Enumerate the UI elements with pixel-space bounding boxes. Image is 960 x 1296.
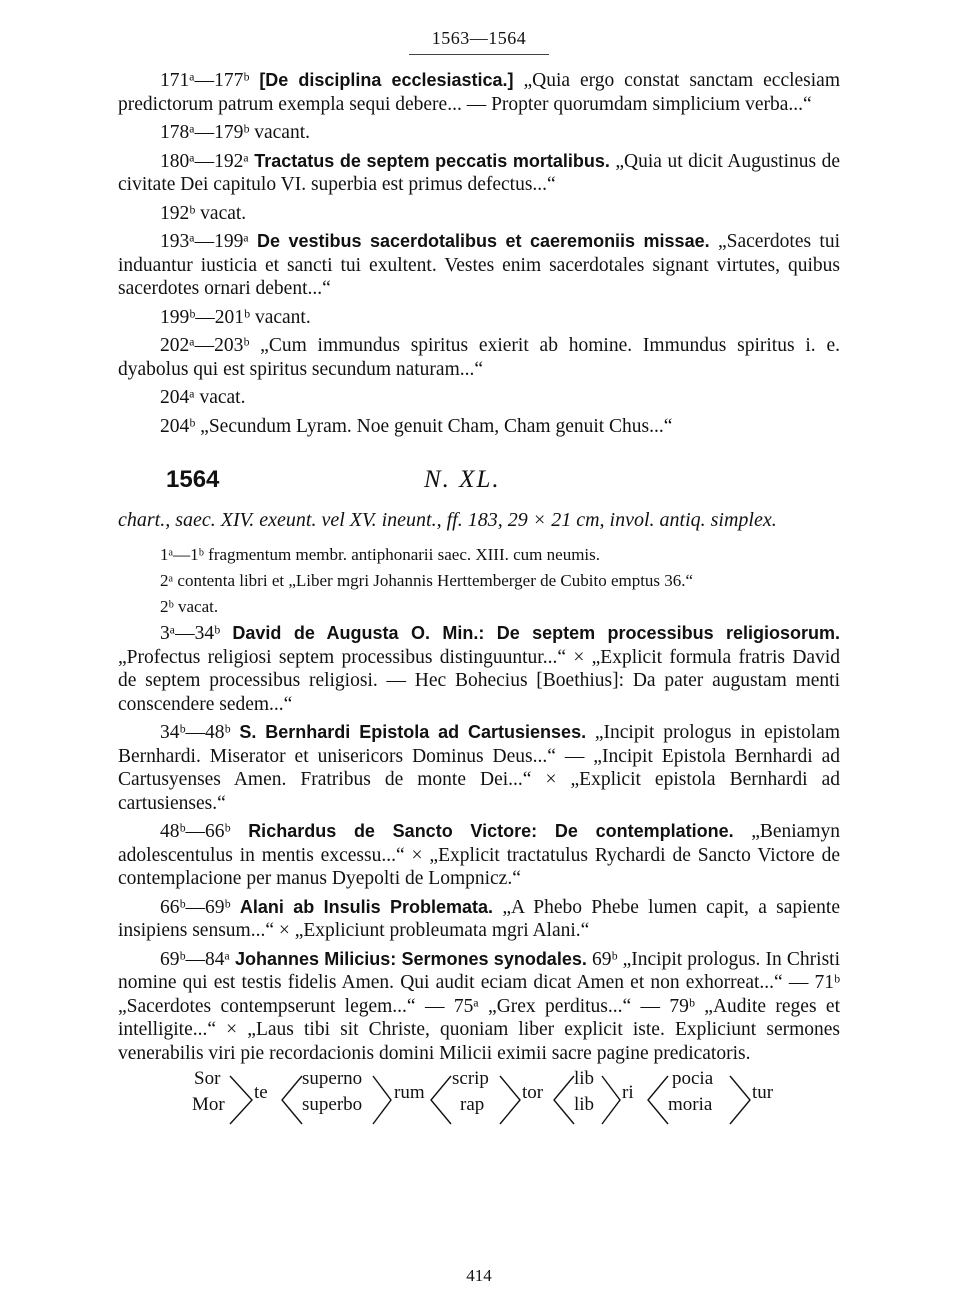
entry-title: De vestibus sacerdotalibus et caeremoniis missae. (257, 231, 710, 251)
folio-ref: 180ᵃ—192ᵃ (160, 150, 249, 172)
entry (118, 544, 840, 565)
page (118, 28, 841, 1285)
entry-title: Alani ab Insulis Problemata. (239, 896, 494, 917)
entry-text: 69ᵇ „Incipit prologus. In Christi nomine qui est testis fidelis Amen. Qui audit eciam dicat Amen et non exhorreat...“ — 71ᵇ „Sacerdotes contempserunt legem...“ — 75ᵃ „Grex perditus...“ — 79ᵇ „Audite reges et intelligite...“ × „Laus tibi sit Christe, quoniam liber explicit iste. Expliciunt sermones venerabilis viri pie recordacionis domini Milicii eximii sacre pagine predicatoris. (118, 948, 840, 1064)
entry-title: Johannes Milicius: Sermones synodales. (235, 948, 587, 969)
entry (118, 69, 840, 116)
folio-ref: 178ᵃ—179ᵇ (160, 122, 250, 143)
entry (118, 415, 840, 439)
verse-ri: ri (622, 1082, 634, 1103)
folio-ref: 193ᵃ—199ᵃ (160, 231, 249, 252)
entry (118, 230, 840, 301)
entry-text: „Secundum Lyram. Noe genuit Cham, Cham genuit Chus...“ (195, 415, 673, 437)
entry-text: „Sacerdotes tui induantur iusticia et sancti tui exultent. Vestes enim sacerdotales signant virtutes, quibus sacerdotes ornari debent...“ (118, 231, 840, 299)
entries-1564 (118, 622, 840, 1065)
verse-diagram (118, 1070, 840, 1130)
verse-d2: lib (574, 1094, 595, 1115)
entry (118, 150, 840, 197)
manuscript-heading (118, 462, 840, 508)
verse-e2: moria (668, 1094, 713, 1115)
entry-text: vacant. (250, 306, 311, 328)
folio-ref: 1ᵃ—1ᵇ (160, 545, 204, 564)
entry-text: „Beniamyn adolescentulus in mentis excessu...“ × „Explicit tractatulus Rychardi de Sancto Victore de contemplacione per manus Dyepolti de Lompnicz.“ (118, 821, 841, 889)
folio-ref: 202ᵃ—203ᵇ (160, 335, 250, 356)
page-number: 414 (466, 1266, 492, 1285)
verse-tur: tur (752, 1082, 774, 1103)
folio-ref: 199ᵇ—201ᵇ (160, 306, 251, 328)
entry (118, 121, 840, 145)
entry (118, 596, 840, 617)
verse-a1: Sor (194, 1068, 221, 1089)
folio-ref: 48ᵇ—66ᵇ (160, 821, 231, 842)
folio-ref: 204ᵃ (160, 387, 195, 408)
entry-text: „Cum immundus spiritus exierit ab homine. Immundus spiritus i. e. dyabolus qui est spiritus secundum naturam...“ (118, 335, 840, 380)
entry-title: [De disciplina ecclesiastica.] (259, 70, 514, 90)
entry-text: „Quia ut dicit Augustinus de civitate Dei capitulo VI. superbia est primus defectus...“ (118, 150, 840, 195)
entry (118, 622, 840, 716)
verse-te: te (254, 1082, 268, 1103)
entry-text: „A Phebo Phebe lumen capit, a sapiente insipiens sensum...“ × „Expliciunt probleumata mgri Alani.“ (118, 896, 840, 941)
entry (118, 386, 840, 410)
entries-small (118, 544, 840, 617)
entry (118, 570, 840, 591)
entry-text: vacant. (249, 122, 311, 143)
folio-ref: 34ᵇ—48ᵇ (160, 722, 231, 743)
verse-tor: tor (522, 1082, 544, 1103)
entry (118, 820, 840, 891)
entry-text: fragmentum membr. antiphonarii saec. XIII. cum neumis. (203, 545, 601, 564)
entry (118, 306, 840, 330)
verse-d1: lib (574, 1068, 595, 1089)
verse-a2: Mor (192, 1094, 225, 1115)
folio-ref: 192ᵇ (160, 202, 196, 224)
manuscript-signature: N. XL. (424, 466, 501, 493)
entries-1563 (118, 69, 840, 438)
entry (118, 721, 840, 815)
verse-b1: superno (302, 1068, 363, 1089)
verse-e1: pocia (672, 1068, 714, 1089)
verse-rum: rum (394, 1082, 425, 1103)
entry-text: contenta libri et „Liber mgri Johannis Herttemberger de Cubito emptus 36.“ (173, 571, 694, 590)
folio-ref: 171ᵃ—177ᵇ (160, 70, 250, 91)
folio-ref: 69ᵇ—84ᵃ (160, 948, 230, 970)
entry-text: vacat. (195, 202, 247, 224)
folio-ref: 204ᵇ (160, 415, 196, 437)
entry-text: „Incipit prologus in epistolam Bernhardi. Miserator et unisericors Dominus Deus...“ — „Incipit Epistola Bernhardi ad Cartusyenses Amen. Fratribus de monte Dei...“ × „Explicit epistola Bernhardi ad cartusienses.“ (118, 722, 841, 814)
entry-text: „Quia ergo constat sanctam ecclesiam predictorum patrum exempla sequi debere... — Propter quorumdam simplicium verba...“ (118, 70, 840, 115)
entry-title: S. Bernhardi Epistola ad Cartusienses. (239, 722, 587, 742)
entry-title: Tractatus de septem peccatis mortalibus. (254, 150, 610, 171)
folio-ref: 66ᵇ—69ᵇ (160, 896, 231, 918)
entry (118, 202, 840, 226)
folio-ref: 2ᵇ (160, 597, 174, 616)
running-head: 1563—1564 (431, 28, 527, 48)
verse-b2: superbo (302, 1094, 363, 1115)
entry-title: David de Augusta O. Min.: De septem processibus religiosorum. (232, 623, 841, 643)
folio-ref: 2ᵃ (160, 571, 174, 590)
entry-text: „Profectus religiosi septem processibus distinguuntur...“ × „Explicit formula fratris David de septem processibus religiosi. — Hec Bohecius [Boethius]: Da pater augustam menti conscendere sedem...“ (118, 646, 840, 715)
manuscript-number: 1564 (166, 466, 220, 493)
verse-c1: scrip (452, 1068, 489, 1089)
entry (118, 948, 840, 1066)
folio-ref: 3ᵃ—34ᵇ (160, 623, 221, 644)
verse-c2: rap (460, 1094, 485, 1115)
entry-title: Richardus de Sancto Victore: De contemplatione. (248, 821, 734, 841)
header-rule (409, 54, 549, 55)
entry (118, 896, 840, 943)
entry (118, 334, 840, 381)
manuscript-description: chart., saec. XIV. exeunt. vel XV. ineunt., ff. 183, 29 × 21 cm, invol. antiq. simplex. (118, 509, 777, 531)
entry-text: vacat. (194, 387, 246, 408)
entry-text: vacat. (173, 597, 219, 616)
